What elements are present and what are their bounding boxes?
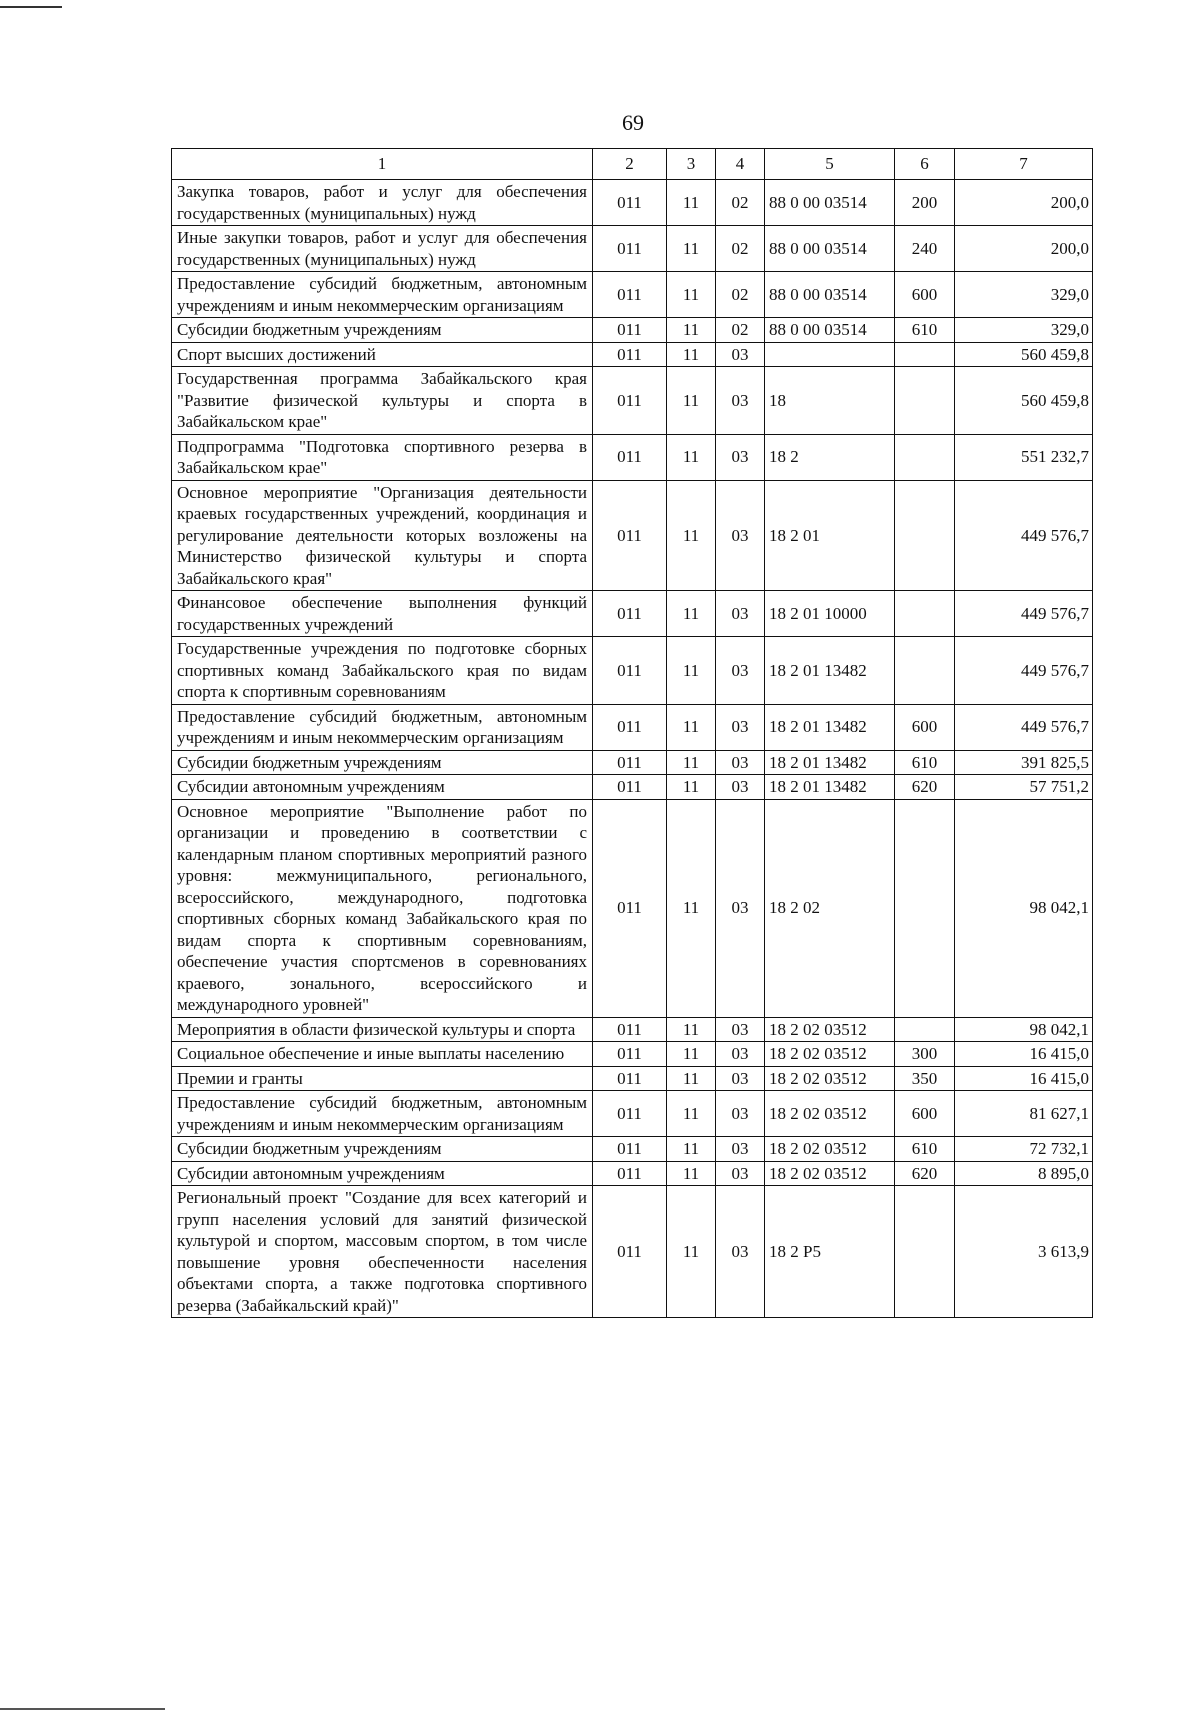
row-name-cell: Субсидии бюджетным учреждениям bbox=[172, 318, 593, 343]
row-name-cell: Субсидии бюджетным учреждениям bbox=[172, 750, 593, 775]
subsection-code-cell: 03 bbox=[716, 1091, 765, 1137]
amount-cell: 72 732,1 bbox=[955, 1137, 1093, 1162]
table-row bbox=[172, 591, 1093, 637]
subsection-code-cell: 03 bbox=[716, 750, 765, 775]
amount-cell: 8 895,0 bbox=[955, 1161, 1093, 1186]
ministry-code-cell: 011 bbox=[593, 318, 667, 343]
ministry-code-cell: 011 bbox=[593, 1066, 667, 1091]
expense-type-cell: 620 bbox=[895, 775, 955, 800]
table-row bbox=[172, 342, 1093, 367]
section-code-cell: 11 bbox=[667, 1066, 716, 1091]
table-row bbox=[172, 480, 1093, 591]
ministry-code-cell: 011 bbox=[593, 637, 667, 705]
amount-cell: 200,0 bbox=[955, 180, 1093, 226]
table-row bbox=[172, 637, 1093, 705]
target-article-cell: 18 2 02 03512 bbox=[765, 1137, 895, 1162]
table-row bbox=[172, 434, 1093, 480]
row-name-cell: Предоставление субсидий бюджетным, автономным учреждениям и иным некоммерческим организациям bbox=[172, 1091, 593, 1137]
subsection-code-cell: 03 bbox=[716, 775, 765, 800]
ministry-code-cell: 011 bbox=[593, 1137, 667, 1162]
column-header: 1 bbox=[172, 149, 593, 180]
row-name-cell: Финансовое обеспечение выполнения функций государственных учреждений bbox=[172, 591, 593, 637]
row-name-cell: Предоставление субсидий бюджетным, автономным учреждениям и иным некоммерческим организациям bbox=[172, 272, 593, 318]
ministry-code-cell: 011 bbox=[593, 1017, 667, 1042]
row-name-cell: Мероприятия в области физической культуры и спорта bbox=[172, 1017, 593, 1042]
subsection-code-cell: 03 bbox=[716, 1161, 765, 1186]
subsection-code-cell: 03 bbox=[716, 480, 765, 591]
ministry-code-cell: 011 bbox=[593, 1091, 667, 1137]
ministry-code-cell: 011 bbox=[593, 704, 667, 750]
budget-table bbox=[171, 148, 1093, 1318]
amount-cell: 560 459,8 bbox=[955, 367, 1093, 435]
row-name-cell: Государственные учреждения по подготовке сборных спортивных команд Забайкальского края по видам спорта к спортивным соревнованиям bbox=[172, 637, 593, 705]
expense-type-cell bbox=[895, 1017, 955, 1042]
section-code-cell: 11 bbox=[667, 637, 716, 705]
table-row bbox=[172, 318, 1093, 343]
expense-type-cell: 610 bbox=[895, 1137, 955, 1162]
subsection-code-cell: 03 bbox=[716, 1137, 765, 1162]
section-code-cell: 11 bbox=[667, 272, 716, 318]
bottom-rule bbox=[0, 1708, 165, 1710]
page-number: 69 bbox=[622, 110, 644, 135]
amount-cell: 449 576,7 bbox=[955, 704, 1093, 750]
table-row bbox=[172, 1066, 1093, 1091]
amount-cell: 391 825,5 bbox=[955, 750, 1093, 775]
amount-cell: 449 576,7 bbox=[955, 480, 1093, 591]
row-name-cell: Субсидии автономным учреждениям bbox=[172, 1161, 593, 1186]
section-code-cell: 11 bbox=[667, 180, 716, 226]
ministry-code-cell: 011 bbox=[593, 1161, 667, 1186]
subsection-code-cell: 03 bbox=[716, 591, 765, 637]
expense-type-cell: 240 bbox=[895, 226, 955, 272]
section-code-cell: 11 bbox=[667, 591, 716, 637]
target-article-cell: 18 2 01 13482 bbox=[765, 637, 895, 705]
row-name-cell: Спорт высших достижений bbox=[172, 342, 593, 367]
row-name-cell: Основное мероприятие "Организация деятельности краевых государственных учреждений, координация и регулирование деятельности которых возложены на Министерство физической культуры и спорта Забайкальского края" bbox=[172, 480, 593, 591]
amount-cell: 81 627,1 bbox=[955, 1091, 1093, 1137]
row-name-cell: Иные закупки товаров, работ и услуг для обеспечения государственных (муниципальных) нужд bbox=[172, 226, 593, 272]
column-header: 4 bbox=[716, 149, 765, 180]
target-article-cell: 18 2 01 13482 bbox=[765, 704, 895, 750]
expense-type-cell: 350 bbox=[895, 1066, 955, 1091]
section-code-cell: 11 bbox=[667, 480, 716, 591]
section-code-cell: 11 bbox=[667, 367, 716, 435]
target-article-cell: 18 2 01 10000 bbox=[765, 591, 895, 637]
row-name-cell: Социальное обеспечение и иные выплаты населению bbox=[172, 1042, 593, 1067]
amount-cell: 3 613,9 bbox=[955, 1186, 1093, 1318]
table-row bbox=[172, 226, 1093, 272]
target-article-cell: 18 2 02 03512 bbox=[765, 1042, 895, 1067]
ministry-code-cell: 011 bbox=[593, 799, 667, 1017]
row-name-cell: Подпрограмма "Подготовка спортивного резерва в Забайкальском крае" bbox=[172, 434, 593, 480]
expense-type-cell: 620 bbox=[895, 1161, 955, 1186]
ministry-code-cell: 011 bbox=[593, 367, 667, 435]
ministry-code-cell: 011 bbox=[593, 750, 667, 775]
section-code-cell: 11 bbox=[667, 1186, 716, 1318]
expense-type-cell bbox=[895, 367, 955, 435]
expense-type-cell: 610 bbox=[895, 318, 955, 343]
amount-cell: 551 232,7 bbox=[955, 434, 1093, 480]
amount-cell: 16 415,0 bbox=[955, 1042, 1093, 1067]
row-name-cell: Региональный проект "Создание для всех категорий и групп населения условий для занятий физической культурой и спортом, массовым спортом, в том числе повышение уровня обеспеченности населения объектами спорта, а также подготовка спортивного резерва (Забайкальский край)" bbox=[172, 1186, 593, 1318]
section-code-cell: 11 bbox=[667, 704, 716, 750]
subsection-code-cell: 03 bbox=[716, 367, 765, 435]
expense-type-cell bbox=[895, 1186, 955, 1318]
row-name-cell: Субсидии автономным учреждениям bbox=[172, 775, 593, 800]
amount-cell: 16 415,0 bbox=[955, 1066, 1093, 1091]
target-article-cell bbox=[765, 342, 895, 367]
ministry-code-cell: 011 bbox=[593, 1042, 667, 1067]
section-code-cell: 11 bbox=[667, 775, 716, 800]
ministry-code-cell: 011 bbox=[593, 775, 667, 800]
expense-type-cell bbox=[895, 480, 955, 591]
subsection-code-cell: 03 bbox=[716, 1017, 765, 1042]
amount-cell: 329,0 bbox=[955, 318, 1093, 343]
section-code-cell: 11 bbox=[667, 226, 716, 272]
target-article-cell: 18 2 02 bbox=[765, 799, 895, 1017]
subsection-code-cell: 03 bbox=[716, 1042, 765, 1067]
table-row bbox=[172, 1137, 1093, 1162]
target-article-cell: 18 2 bbox=[765, 434, 895, 480]
target-article-cell: 18 2 P5 bbox=[765, 1186, 895, 1318]
column-header: 6 bbox=[895, 149, 955, 180]
expense-type-cell: 600 bbox=[895, 272, 955, 318]
section-code-cell: 11 bbox=[667, 1161, 716, 1186]
table-row bbox=[172, 367, 1093, 435]
subsection-code-cell: 03 bbox=[716, 637, 765, 705]
target-article-cell: 18 2 02 03512 bbox=[765, 1066, 895, 1091]
expense-type-cell: 300 bbox=[895, 1042, 955, 1067]
table-row bbox=[172, 799, 1093, 1017]
target-article-cell: 18 bbox=[765, 367, 895, 435]
table-header-row bbox=[172, 149, 1093, 180]
section-code-cell: 11 bbox=[667, 318, 716, 343]
table-row bbox=[172, 1091, 1093, 1137]
section-code-cell: 11 bbox=[667, 799, 716, 1017]
target-article-cell: 18 2 01 13482 bbox=[765, 775, 895, 800]
section-code-cell: 11 bbox=[667, 1137, 716, 1162]
table-row bbox=[172, 1042, 1093, 1067]
expense-type-cell bbox=[895, 342, 955, 367]
expense-type-cell: 600 bbox=[895, 1091, 955, 1137]
amount-cell: 329,0 bbox=[955, 272, 1093, 318]
ministry-code-cell: 011 bbox=[593, 226, 667, 272]
expense-type-cell bbox=[895, 591, 955, 637]
row-name-cell: Субсидии бюджетным учреждениям bbox=[172, 1137, 593, 1162]
ministry-code-cell: 011 bbox=[593, 272, 667, 318]
column-header: 7 bbox=[955, 149, 1093, 180]
table-row bbox=[172, 775, 1093, 800]
subsection-code-cell: 03 bbox=[716, 342, 765, 367]
ministry-code-cell: 011 bbox=[593, 1186, 667, 1318]
amount-cell: 449 576,7 bbox=[955, 591, 1093, 637]
row-name-cell: Предоставление субсидий бюджетным, автономным учреждениям и иным некоммерческим организациям bbox=[172, 704, 593, 750]
ministry-code-cell: 011 bbox=[593, 180, 667, 226]
amount-cell: 57 751,2 bbox=[955, 775, 1093, 800]
target-article-cell: 88 0 00 03514 bbox=[765, 318, 895, 343]
section-code-cell: 11 bbox=[667, 750, 716, 775]
table-row bbox=[172, 1017, 1093, 1042]
expense-type-cell: 200 bbox=[895, 180, 955, 226]
top-rule bbox=[0, 6, 62, 8]
subsection-code-cell: 02 bbox=[716, 318, 765, 343]
row-name-cell: Основное мероприятие "Выполнение работ по организации и проведению в соответствии с календарным планом спортивных мероприятий разного уровня: межмуниципального, регионального, всероссийского, международного, подготовка спортивных сборных команд Забайкальского края по видам спорта к спортивным соревнованиям, обеспечение участия спортсменов в соревнованиях краевого, зонального, всероссийского и международного уровней" bbox=[172, 799, 593, 1017]
section-code-cell: 11 bbox=[667, 1017, 716, 1042]
table-row bbox=[172, 704, 1093, 750]
subsection-code-cell: 03 bbox=[716, 799, 765, 1017]
subsection-code-cell: 02 bbox=[716, 180, 765, 226]
column-header: 3 bbox=[667, 149, 716, 180]
target-article-cell: 18 2 01 bbox=[765, 480, 895, 591]
target-article-cell: 18 2 02 03512 bbox=[765, 1091, 895, 1137]
expense-type-cell bbox=[895, 434, 955, 480]
section-code-cell: 11 bbox=[667, 1042, 716, 1067]
section-code-cell: 11 bbox=[667, 434, 716, 480]
amount-cell: 98 042,1 bbox=[955, 799, 1093, 1017]
column-header: 2 bbox=[593, 149, 667, 180]
table-row bbox=[172, 750, 1093, 775]
table-row bbox=[172, 180, 1093, 226]
amount-cell: 560 459,8 bbox=[955, 342, 1093, 367]
expense-type-cell bbox=[895, 799, 955, 1017]
ministry-code-cell: 011 bbox=[593, 434, 667, 480]
row-name-cell: Закупка товаров, работ и услуг для обеспечения государственных (муниципальных) нужд bbox=[172, 180, 593, 226]
subsection-code-cell: 03 bbox=[716, 704, 765, 750]
target-article-cell: 88 0 00 03514 bbox=[765, 272, 895, 318]
target-article-cell: 18 2 01 13482 bbox=[765, 750, 895, 775]
amount-cell: 449 576,7 bbox=[955, 637, 1093, 705]
subsection-code-cell: 03 bbox=[716, 434, 765, 480]
row-name-cell: Государственная программа Забайкальского края "Развитие физической культуры и спорта в Забайкальском крае" bbox=[172, 367, 593, 435]
table-row bbox=[172, 1186, 1093, 1318]
amount-cell: 200,0 bbox=[955, 226, 1093, 272]
table-row bbox=[172, 1161, 1093, 1186]
section-code-cell: 11 bbox=[667, 342, 716, 367]
subsection-code-cell: 02 bbox=[716, 272, 765, 318]
subsection-code-cell: 03 bbox=[716, 1066, 765, 1091]
table-row bbox=[172, 272, 1093, 318]
target-article-cell: 18 2 02 03512 bbox=[765, 1161, 895, 1186]
column-header: 5 bbox=[765, 149, 895, 180]
subsection-code-cell: 03 bbox=[716, 1186, 765, 1318]
ministry-code-cell: 011 bbox=[593, 480, 667, 591]
target-article-cell: 18 2 02 03512 bbox=[765, 1017, 895, 1042]
target-article-cell: 88 0 00 03514 bbox=[765, 226, 895, 272]
expense-type-cell bbox=[895, 637, 955, 705]
target-article-cell: 88 0 00 03514 bbox=[765, 180, 895, 226]
expense-type-cell: 610 bbox=[895, 750, 955, 775]
expense-type-cell: 600 bbox=[895, 704, 955, 750]
ministry-code-cell: 011 bbox=[593, 591, 667, 637]
ministry-code-cell: 011 bbox=[593, 342, 667, 367]
subsection-code-cell: 02 bbox=[716, 226, 765, 272]
section-code-cell: 11 bbox=[667, 1091, 716, 1137]
row-name-cell: Премии и гранты bbox=[172, 1066, 593, 1091]
amount-cell: 98 042,1 bbox=[955, 1017, 1093, 1042]
